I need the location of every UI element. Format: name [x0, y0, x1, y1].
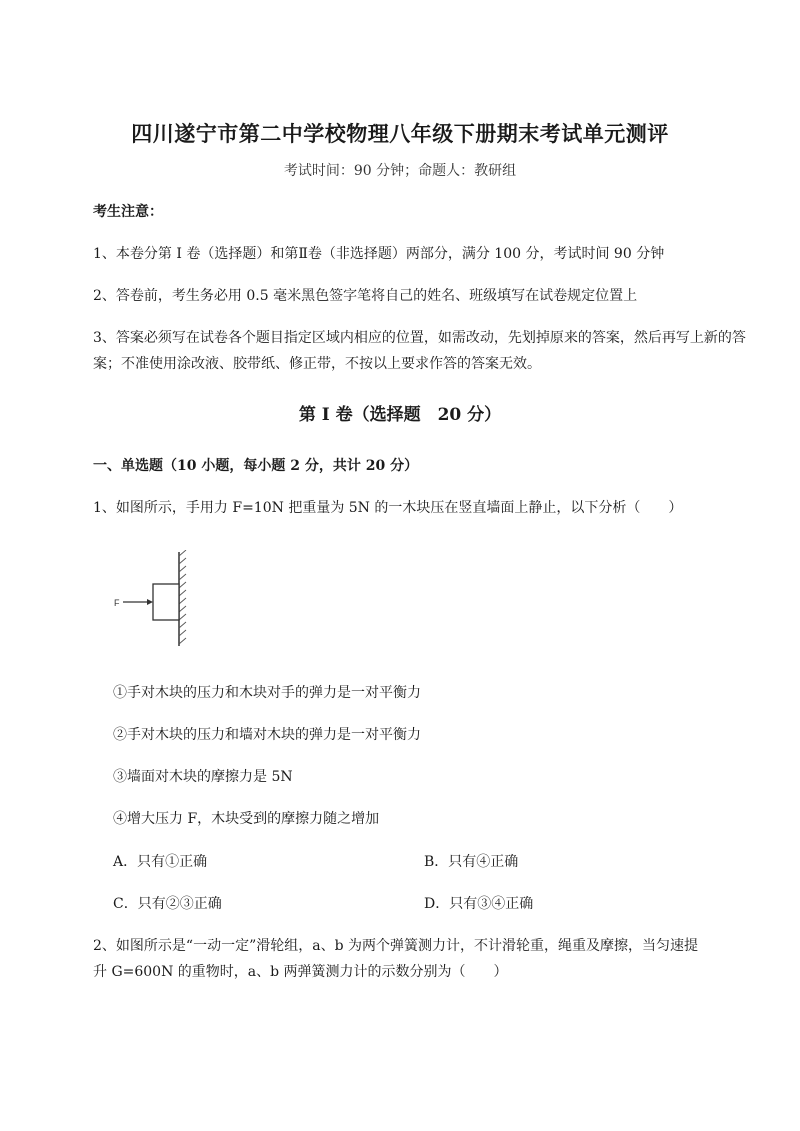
option-d[interactable]: D．只有③④正确: [424, 896, 534, 912]
block-against-wall-diagram: [112, 550, 202, 650]
notice-item-1: 1、本卷分第 I 卷（选择题）和第Ⅱ卷（非选择题）两部分，满分 100 分，考试时间 90 分钟: [93, 246, 665, 262]
statement-3: ③墙面对木块的摩擦力是 5N: [113, 769, 293, 785]
option-a[interactable]: A．只有①正确: [113, 854, 208, 870]
statement-1: ①手对木块的压力和木块对手的弹力是一对平衡力: [113, 685, 421, 701]
question-2-line-1: 2、如图所示是“一动一定”滑轮组，a、b 为两个弹簧测力计，不计滑轮重，绳重及摩擦，当匀速提: [93, 938, 698, 954]
wooden-block: [153, 584, 179, 620]
question-1-figure: [112, 550, 202, 654]
statement-4: ④增大压力 F，木块受到的摩擦力随之增加: [113, 811, 380, 827]
force-label: F: [114, 598, 120, 608]
notice-item-2: 2、答卷前，考生务必用 0.5 毫米黑色签字笔将自己的姓名、班级填写在试卷规定位置上: [93, 288, 638, 304]
wall-hatching: [179, 550, 186, 644]
question-1-stem: 1、如图所示，手用力 F=10N 把重量为 5N 的一木块压在竖直墙面上静止，以下分析（ ）: [93, 500, 683, 516]
force-arrow-head: [147, 599, 153, 605]
statement-2: ②手对木块的压力和墙对木块的弹力是一对平衡力: [113, 727, 421, 743]
section-title: 第 I 卷（选择题 20 分）: [298, 405, 502, 425]
part-heading: 一、单选题（10 小题，每小题 2 分，共计 20 分）: [93, 458, 419, 474]
exam-info: 考试时间：90 分钟；命题人：教研组: [283, 163, 517, 179]
page-title: 四川遂宁市第二中学校物理八年级下册期末考试单元测评: [131, 121, 669, 146]
option-c[interactable]: C．只有②③正确: [113, 896, 222, 912]
question-2-line-2: 升 G=600N 的重物时，a、b 两弹簧测力计的示数分别为（ ）: [93, 964, 508, 980]
notice-heading: 考生注意：: [93, 204, 163, 220]
option-b[interactable]: B．只有④正确: [424, 854, 519, 870]
notice-item-3: 3、答案必须写在试卷各个题目指定区域内相应的位置，如需改动，先划掉原来的答案，然后再写上新的答案；不准使用涂改液、胶带纸、修正带，不按以上要求作答的答案无效。: [93, 330, 746, 372]
